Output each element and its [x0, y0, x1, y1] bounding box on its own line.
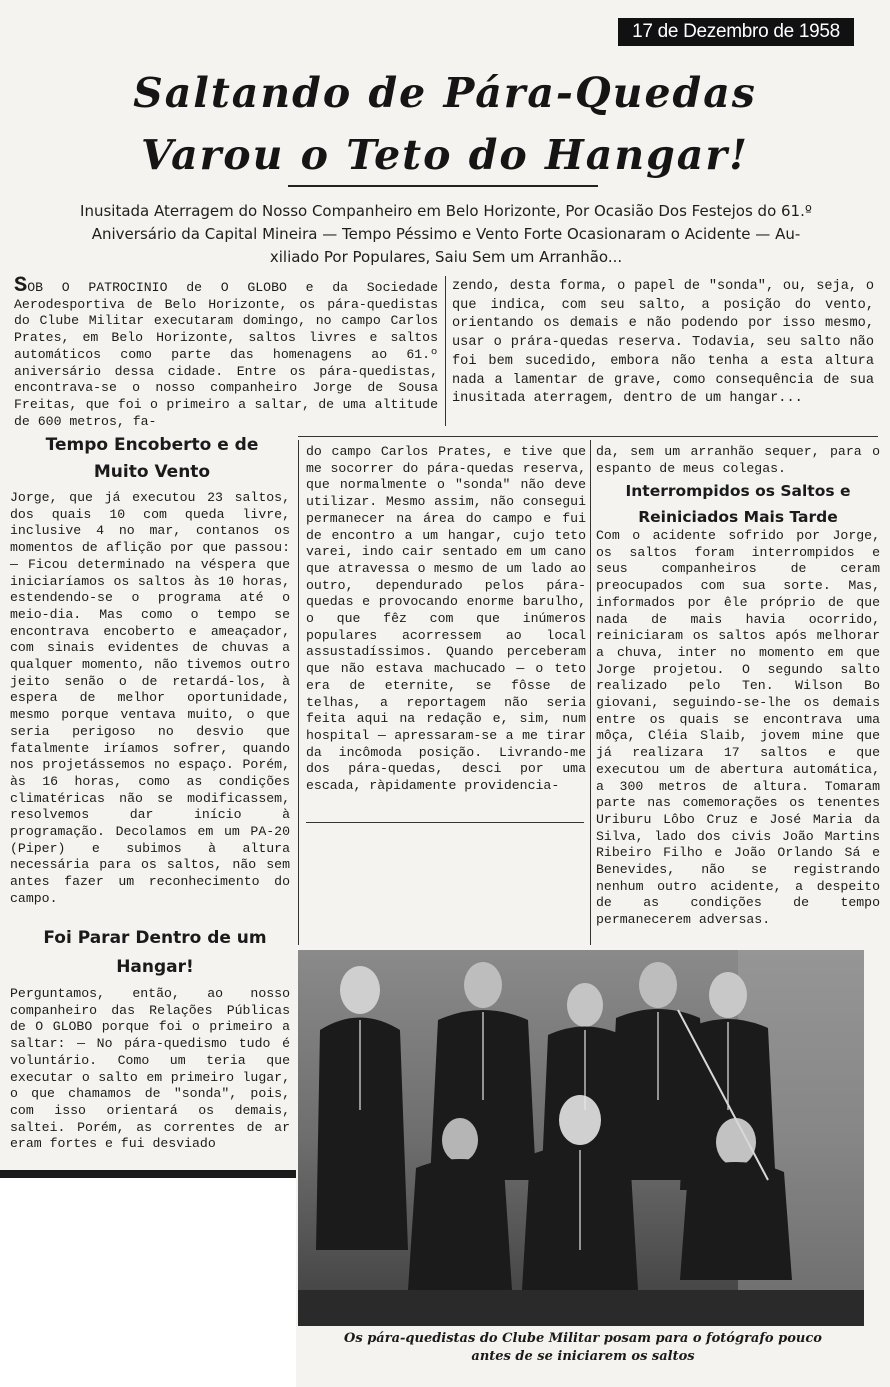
deck-line-2: Aniversário da Capital Mineira — Tempo Péssimo e Vento Forte Ocasionaram o Acidente — Au- — [91, 225, 801, 243]
column-b-body — [306, 444, 586, 795]
column-divider — [590, 440, 591, 945]
deck-line-1: Inusitada Aterragem do Nosso Companheiro em Belo Horizonte, Por Ocasião Dos Festejos do 61.º — [80, 202, 812, 220]
group-photo-illustration — [298, 950, 864, 1326]
section2-text: Perguntamos, então, ao nosso companheiro das Relações Públicas de O GLOBO porque foi o primeiro a saltar: — No pára-quedismo tudo é voluntário. Como um teria que executar o salto em primeiro lugar, o que chamamos de "sonda", pois, com isso orientará os demais, saltei. Porém, as correntes de ar eram fortes e fui desviado — [10, 986, 290, 1152]
caption-line-2: antes de se iniciarem os saltos — [471, 1349, 695, 1364]
headline-line-2: Varou o Teto do Hangar! — [141, 131, 749, 179]
section2-title-line-2: Hangar! — [116, 957, 194, 977]
blank-background — [0, 1178, 296, 1387]
column-divider — [445, 276, 446, 426]
intro-paragraph — [14, 273, 438, 430]
section1-title-line-2: Muito Vento — [93, 462, 211, 482]
section1-title-line-1: Tempo Encoberto e de — [45, 435, 259, 455]
deck-line-3: xiliado Por Populares, Saiu Sem um Arranhão... — [269, 248, 623, 266]
column-c-text: Com o acidente sofrido por Jorge, os saltos foram interrompidos e seus companheiros de ceram preocupados com sua sorte. Mas, informados por êle próprio de que nada de mais havia ocorrido, reiniciaram os saltos após melhorar a chuva, inter no momento em que Jorge projetou. O segundo salto realizado pelo Ten. Wilson Bo giovani, seguindo-se-lhe os demais entre os quais se encontrava uma môça, Cléia Slaib, jovem mine que já realizara 17 saltos e que executou um de abertura automática, a 300 metros de altura. Tomaram parte nas comemorações os tenentes Uriburu Lôbo Cruz e José Maria da Silva, lado dos civis João Martins Ribeiro Filho e João Orlando Sá e Benevides, não se registrando nenhum outro acidente, a despeito de as condições de tempo permanecerem adversas. — [596, 528, 880, 928]
drop-cap: S — [14, 273, 28, 298]
column-b-text: do campo Carlos Prates, e tive que me socorrer do pára-quedas reserva, que normalmente o "sonda" não deve utilizar. Mesmo assim, não consegui permanecer na área do campo e fui de encontro a um hangar, cujo teto varei, indo cair sentado em um cano que atravessa o mesmo de um lado ao outro, dependurado pelos pára-quedas e provocando enorme barulho, o que fêz com que inúmeros populares acorressem ao local assustadíssimos. Quando perceberam que não estava machucado — o teto era de eternite, se fôsse de telhas, a reportagem não seria feita aqui na redação e, sim, num hospital — apressaram-se a me tirar da incômoda posição. Livrando-me dos pára-quedas, desci por uma escada, ràpidamente providencia- — [306, 444, 586, 794]
column-b-end-rule — [306, 822, 584, 823]
group-photo — [298, 950, 864, 1326]
section2-title-line-1: Foi Parar Dentro de um — [43, 928, 267, 948]
section1-text: Jorge, que já executou 23 saltos, dos quais 10 com queda livre, inclusive 4 no mar, contanos os momentos de aflição por que passou: — Ficou determinado na véspera que iniciaríamos os saltos às 10 horas, estendendo-se o programa até o meio-dia. Mas como o tempo se encontrava encoberto e ameaçador, com sinais evidentes de chuvas a qualquer momento, não tivemos outro jeito senão o de retardá-los, à espera de melhor oportunidade, mesmo porque ventava muito, o que seria perigoso no desvio que fatalmente iríamos sofrer, quando nos projetássemos no espaço. Porém, às 16 horas, como as condições climatéricas não se modificassem, resolvemos dar início à programação. Decolamos em um PA-20 (Piper) e subimos à altura necessária para os saltos, não sem antes fazer um reconhecimento do campo. — [10, 490, 290, 906]
column-c-top-text: da, sem um arranhão sequer, para o espanto de meus colegas. — [596, 444, 880, 476]
headline-divider — [288, 185, 598, 187]
section3-title-line-1: Interrompidos os Saltos e — [625, 482, 851, 500]
intro-continuation-text: zendo, desta forma, o papel de "sonda", ou, seja, o que indica, com seu salto, a posição do vento, orientando os demais e não podendo por isso mesmo, usar o prára-quedas reserva. Todavia, seu salto não foi bem sucedido, embora não tenha a esta altura nada a lamentar de grave, como consequência de sua inusitada aterragem, dentro de um hangar... — [452, 279, 874, 407]
section1-body — [10, 490, 290, 908]
clipping-cut-edge — [0, 1170, 296, 1178]
headline — [20, 62, 870, 186]
headline-line-1: Saltando de Pára-Quedas — [133, 69, 757, 117]
section-title-tempo-encoberto — [22, 432, 282, 486]
column-c-top — [596, 444, 880, 477]
section-divider — [298, 436, 878, 437]
date-badge: 17 de Dezembro de 1958 — [618, 18, 854, 46]
intro-continuation — [452, 278, 874, 409]
section2-body — [10, 986, 290, 1153]
section-title-foi-parar — [20, 924, 290, 982]
intro-text: OB O PATROCINIO de O GLOBO e da Sociedade Aerodesportiva de Belo Horizonte, os pára-quedistas do Clube Militar executaram domingo, no campo Carlos Prates, em Belo Horizonte, saltos livres e saltos automáticos como parte das homenagens ao 61.º aniversário dessa cidade. Entre os pára-quedistas, encontrava-se o nosso companheiro Jorge de Sousa Freitas, que foi o primeiro a saltar, de uma altitude de 600 metros, fa- — [14, 280, 438, 429]
column-divider — [298, 440, 299, 945]
subheadline-deck — [22, 200, 870, 269]
section3-title-line-2: Reiniciados Mais Tarde — [638, 508, 838, 526]
section-title-interrompidos — [598, 478, 878, 530]
photo-caption — [300, 1330, 866, 1366]
column-c-body — [596, 528, 880, 929]
caption-line-1: Os pára-quedistas do Clube Militar posam para o fotógrafo pouco — [344, 1331, 822, 1346]
